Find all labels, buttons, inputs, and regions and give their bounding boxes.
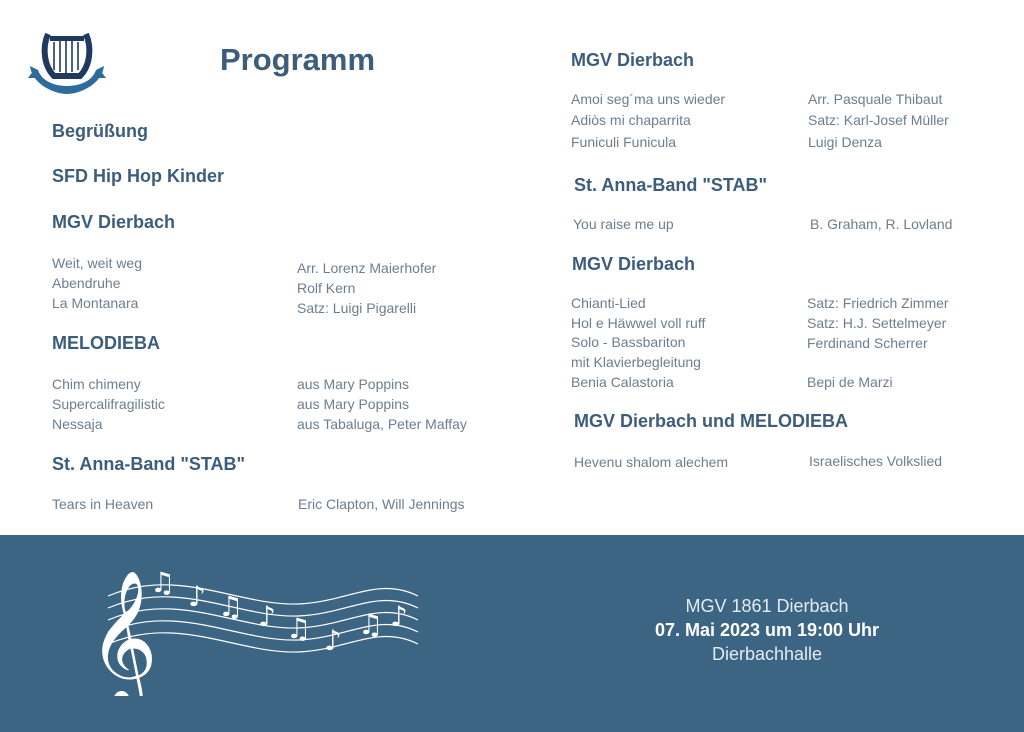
stab-heading-1: St. Anna-Band "STAB" xyxy=(52,454,246,474)
mgv-heading-3: MGV Dierbach xyxy=(572,254,696,274)
song-credit: Israelisches Volkslied xyxy=(809,453,943,469)
greeting-heading: Begrüßung xyxy=(52,121,148,141)
song-title: Hevenu shalom alechem xyxy=(574,454,729,470)
song-credit: Satz: Luigi Pigarelli xyxy=(297,300,417,316)
footer-venue: Dierbachhalle xyxy=(711,644,823,664)
song-title: Chianti-Lied xyxy=(571,295,646,311)
svg-text:♪: ♪ xyxy=(390,600,408,633)
song-title: mit Klavierbegleitung xyxy=(571,354,701,370)
svg-text:♫: ♫ xyxy=(150,566,176,599)
song-credit: Satz: Friedrich Zimmer xyxy=(807,295,949,311)
song-credit: Rolf Kern xyxy=(297,280,356,296)
song-credit: Ferdinand Scherrer xyxy=(807,335,928,351)
song-title: Weit, weit weg xyxy=(52,255,142,271)
song-title: Hol e Häwwel voll ruff xyxy=(571,315,706,331)
song-title: Nessaja xyxy=(52,416,103,432)
song-title: Abendruhe xyxy=(52,275,121,291)
song-title: Solo - Bassbariton xyxy=(571,334,686,350)
lyre-icon xyxy=(24,26,110,98)
song-credit: Arr. Lorenz Maierhofer xyxy=(297,260,437,276)
song-credit: Luigi Denza xyxy=(808,134,882,150)
footer-organization: MGV 1861 Dierbach xyxy=(685,596,849,616)
melodieba-heading: MELODIEBA xyxy=(52,333,160,353)
joint-heading: MGV Dierbach und MELODIEBA xyxy=(574,411,849,431)
song-title: Tears in Heaven xyxy=(52,496,154,512)
svg-text:♪: ♪ xyxy=(258,600,276,633)
club-logo xyxy=(24,26,110,98)
song-credit: Satz: Karl-Josef Müller xyxy=(808,112,949,128)
mgv-heading-2: MGV Dierbach xyxy=(571,50,695,70)
stab-heading-2: St. Anna-Band "STAB" xyxy=(574,175,768,195)
sfd-heading: SFD Hip Hop Kinder xyxy=(52,166,224,186)
song-credit: B. Graham, R. Lovland xyxy=(810,216,953,232)
svg-text:♪: ♪ xyxy=(188,580,206,613)
song-title: Supercalifragilistic xyxy=(52,396,165,412)
svg-text:♫: ♫ xyxy=(218,590,244,623)
song-title: Adiòs mi chaparrita xyxy=(571,112,691,128)
song-credit: aus Mary Poppins xyxy=(297,396,410,412)
song-credit: aus Tabaluga, Peter Maffay xyxy=(297,416,467,432)
svg-text:♪: ♪ xyxy=(324,624,342,657)
song-credit: Satz: H.J. Settelmeyer xyxy=(807,315,947,331)
mgv-heading-1: MGV Dierbach xyxy=(52,212,176,232)
svg-text:♫: ♫ xyxy=(358,608,384,641)
song-title: La Montanara xyxy=(52,295,139,311)
music-notes-illustration xyxy=(88,566,423,696)
song-title: Funiculi Funicula xyxy=(571,134,677,150)
song-title: Benia Calastoria xyxy=(571,374,674,390)
song-credit: Arr. Pasquale Thibaut xyxy=(808,91,943,107)
song-title: Chim chimeny xyxy=(52,376,141,392)
page-title: Programm xyxy=(220,42,376,77)
svg-text:𝄞: 𝄞 xyxy=(88,568,158,696)
song-credit: Bepi de Marzi xyxy=(807,374,893,390)
song-title: Amoi seg´ma uns wieder xyxy=(571,91,726,107)
song-credit: aus Mary Poppins xyxy=(297,376,410,392)
footer-date: 07. Mai 2023 um 19:00 Uhr xyxy=(654,620,880,640)
song-title: You raise me up xyxy=(573,216,674,232)
svg-text:♫: ♫ xyxy=(286,612,312,645)
song-credit: Eric Clapton, Will Jennings xyxy=(298,496,465,512)
